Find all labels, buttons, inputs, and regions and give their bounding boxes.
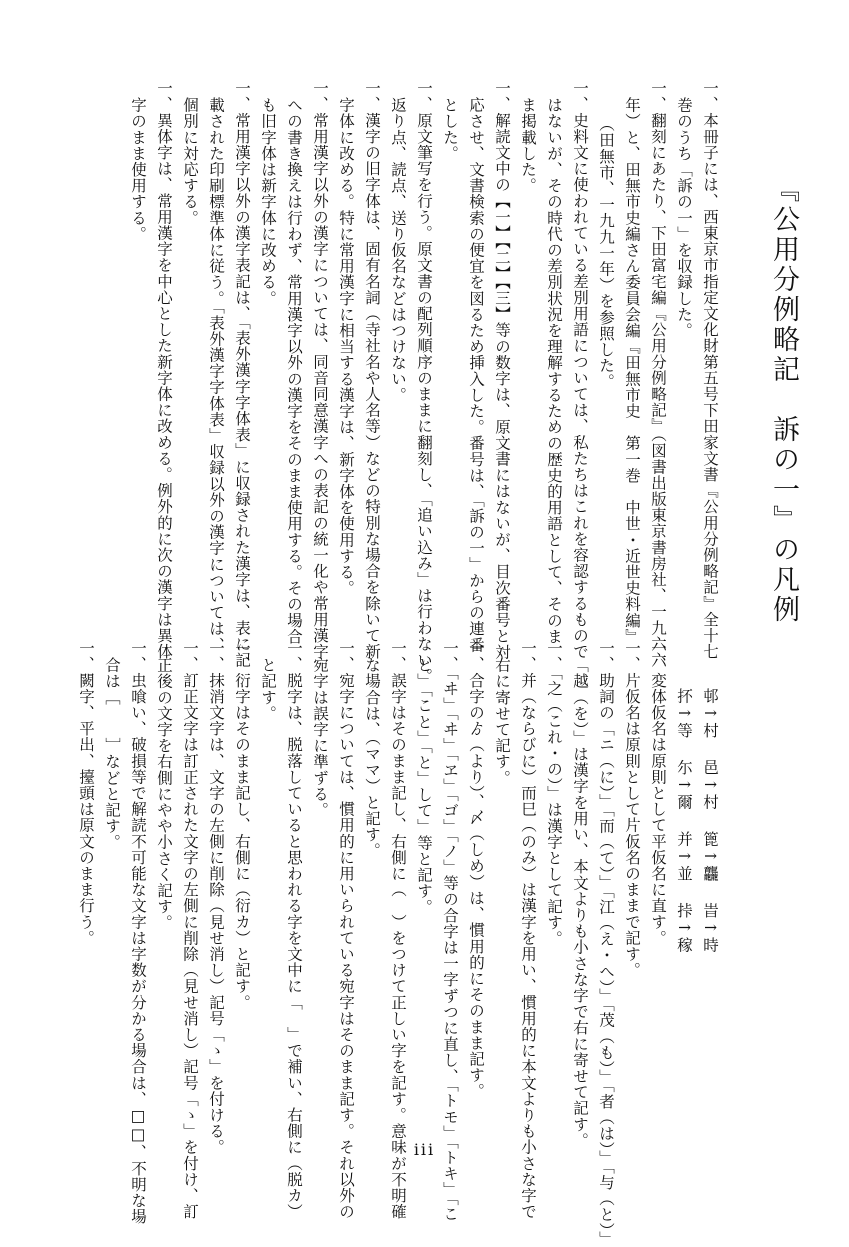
text-line: への書き換えは行わず、常用漢字以外の漢字をそのまま使用する。その場合: [285, 97, 303, 645]
list-item: [567, 640, 619, 1247]
list-item: [463, 640, 489, 1160]
text-line: 字体に改める。特に常用漢字に相当する漢字は、新字体を使用する。: [337, 97, 355, 597]
text-line: とした。: [441, 97, 459, 162]
text-line: 一、片仮名は原則として片仮名のままで記す。: [623, 640, 641, 979]
text-line: 年）と、田無市史編さん委員会編『田無市史 第一巻 中世・近世史料編』: [623, 97, 641, 645]
list-item: [437, 80, 515, 661]
text-line: 一、変体仮名は原則として平仮名に直す。: [649, 640, 667, 946]
text-line: （田無市、一九九一年）を参照した。: [597, 115, 615, 390]
text-line: 一、「之（これ・の）」は漢字として記す。: [545, 640, 563, 947]
page-number: iii: [413, 1140, 436, 1159]
list-item: [255, 80, 333, 660]
text-line: はないが、その時代の差別状況を理解するための歴史的用語として、そのま: [545, 97, 563, 645]
list-item: [489, 640, 541, 1220]
text-line: 一、虫喰い、破損等で解読不可能な文字は字数が分かる場合は、□□、不明な場: [129, 640, 147, 1225]
text-line: 一、誤字はそのまま記し、右側に（ ）をつけて正しい字を記す。意味が不明確: [389, 640, 407, 1220]
text-line: と記す。: [259, 657, 277, 722]
list-item: [255, 640, 307, 1220]
list-item: [593, 80, 671, 668]
text-line: 一、抹消文字は、文字の左側に削除（見せ消し）記号「ゝ」を付ける。: [207, 640, 225, 1156]
text-line: 一、并（ならびに）而巳（のみ）は漢字を用い、慣用的に本文よりも小さな字で: [519, 640, 537, 1220]
text-line: 一、宛字については、慣用的に用いられている宛字はそのまま記す。それ以外の: [337, 640, 355, 1220]
text-line: ま掲載した。: [519, 97, 537, 194]
list-item: [177, 80, 255, 668]
list-item: [541, 640, 567, 1160]
list-item: [359, 640, 411, 1220]
text-line: 一、合字のゟ（より）、〆（しめ）は、慣用的にそのまま記す。: [467, 640, 485, 1100]
list-item: [307, 640, 359, 1220]
text-line: 一、訂正文字は訂正された文字の左側に削除（見せ消し）記号「ゝ」を付け、訂: [181, 640, 199, 1220]
list-item: [411, 640, 463, 1222]
text-line: 「越（を）」は漢字を用い、本文よりも小さな字で右に寄せて記す。: [571, 657, 589, 1149]
text-line: 一、助詞の「ニ（に）」「而（て）」「江（え・へ）」「茂（も）」「者（は）」「与（と）」: [597, 640, 615, 1247]
list-item: [385, 80, 437, 685]
list-item: [99, 640, 151, 1225]
page-title: 『公用分例略記 訴の一』の凡例: [768, 175, 799, 625]
conventions-bottom-section: [73, 640, 723, 1247]
itaiji-row: 邨↑村 邑↑村 篦↑龘 旹↑時: [701, 688, 719, 956]
list-item: [203, 640, 229, 1160]
list-item: [151, 640, 203, 1220]
text-line: 一、常用漢字以外の漢字表記は、「表外漢字字体表」に収録された漢字は、表に記: [233, 80, 251, 668]
list-item: [671, 80, 723, 660]
text-line: 宛字は誤字に準ずる。: [311, 657, 329, 819]
text-line: 一、史料文に使われている差別用語については、私たちはこれを容認するもので: [571, 80, 589, 660]
text-line: 応させ、文書検索の便宜を図るため挿入した。番号は、「訴の一」からの連番: [467, 97, 485, 653]
text-line: 一、原文筆写を行う。原文書の配列順序のままに翻刻し、「追い込み」は行わない。: [415, 80, 433, 685]
text-line: な場合は、（ママ）と記す。: [363, 657, 381, 859]
text-line: 一、翻刻にあたり、下田富宅編『公用分例略記』（図書出版東京書房社、一九六六: [649, 80, 667, 668]
conventions-top-section: [125, 80, 723, 685]
list-item: [333, 80, 385, 660]
list-item: [125, 80, 177, 660]
list-item: [645, 640, 671, 1160]
text-line: 一、漢字の旧字体は、固有名詞（寺社名や人名等）などの特別な場合を除いて新: [363, 80, 381, 660]
text-line: 一、「ヰ」「ヰ」「ヱ」「ゴ」「ノ」等の合字は一字ずつに直し、「トモ」「トキ」「こ: [441, 640, 459, 1222]
text-line: 一、闕字、平出、擡頭は原文のまま行う。: [77, 640, 95, 946]
itaiji-row: 抔↑等 尓↑爾 并↑並 挊↑稼: [675, 688, 693, 956]
text-line: 返り点、読点、送り仮名などはつけない。: [389, 97, 407, 403]
text-line: 右に寄せて記す。: [493, 657, 511, 786]
list-item: [515, 80, 593, 660]
text-line: 一、常用漢字以外の漢字については、同音同意漢字への表記の統一化や常用漢字: [311, 80, 329, 660]
text-line: 巻のうち「訴の一」を収録した。: [675, 97, 693, 339]
list-item: [619, 640, 645, 1160]
text-line: 一、本冊子には、西東京市指定文化財第五号下田家文書『公用分例略記』全十七: [701, 80, 719, 660]
itaiji-table: [671, 640, 723, 1160]
text-line: 正後の文字を右側にやや小さく記す。: [155, 657, 173, 931]
list-item: [73, 640, 99, 1160]
text-line: 一、解読文中の【一】【二】【三】等の数字は、原文書にはないが、目次番号と対: [493, 80, 511, 661]
text-line: 個別に対応する。: [181, 97, 199, 226]
text-line: 字のまま使用する。: [129, 97, 147, 242]
text-line: と」「こと」「と」して」等と記す。: [415, 657, 433, 916]
list-item: [229, 640, 255, 1160]
text-line: 一、脱字は、脱落していると思われる字を文中に「 」で補い、右側に（脱カ）: [285, 640, 303, 1220]
text-line: 一、異体字は、常用漢字を中心とした新字体に改める。例外的に次の漢字は異体: [155, 80, 173, 660]
text-line: 合は［ ］などと記す。: [103, 657, 121, 851]
text-line: 一、衍字はそのまま記し、右側に（衍カ）と記す。: [233, 640, 251, 1011]
text-line: も旧字体は新字体に改める。: [259, 97, 277, 307]
text-line: 載された印刷標準体に従う。「表外漢字字体表」収録以外の漢字については、: [207, 97, 225, 653]
